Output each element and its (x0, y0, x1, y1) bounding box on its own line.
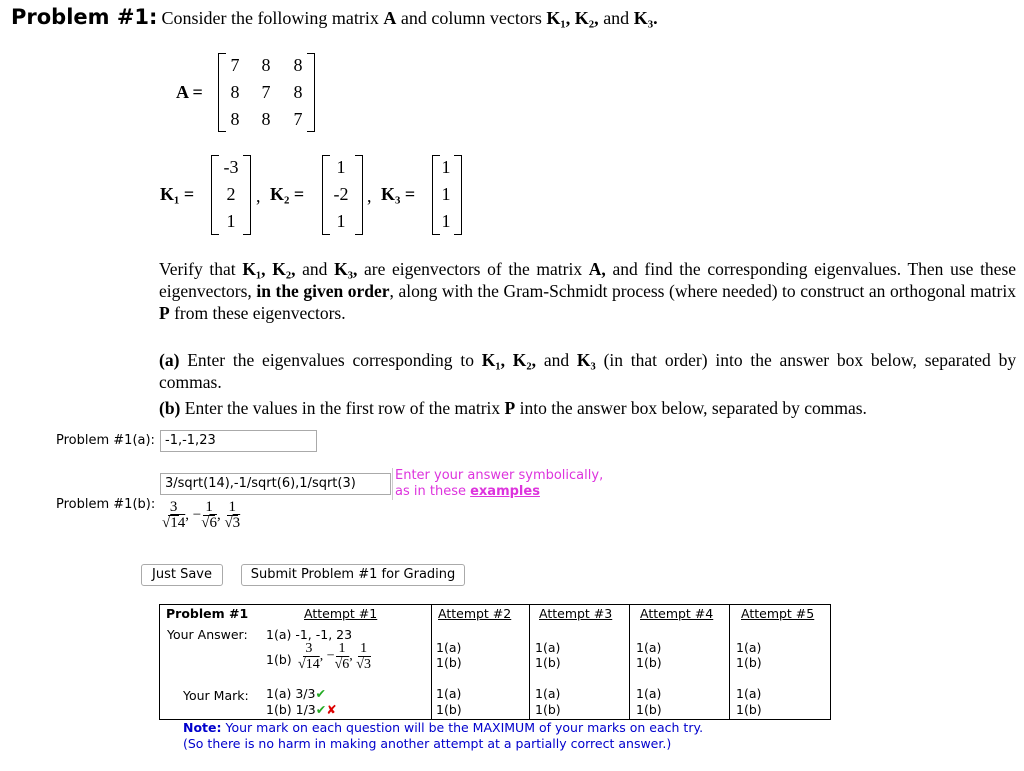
attempt-3-answer: 1(a) 1(b) (535, 640, 561, 670)
matrix-cell: 8 (293, 82, 303, 102)
intro-text: Consider the following matrix (161, 8, 379, 28)
k1-entry: 2 (226, 184, 236, 204)
answer-hint: Enter your answer symbolically, as in these examples (392, 468, 603, 500)
k2-right-bracket (355, 155, 363, 235)
cross-icon: ✘ (326, 702, 337, 717)
comma: , (256, 186, 261, 206)
k2-entry: -2 (333, 184, 349, 204)
check-icon: ✔ (315, 686, 326, 701)
attempt-1-header[interactable]: Attempt #1 (304, 606, 378, 621)
k1-entry: -3 (223, 157, 239, 177)
k2-entry: 1 (336, 157, 346, 177)
attempt-5-answer: 1(a) 1(b) (736, 640, 762, 670)
part-b-instructions: (b) Enter the values in the first row of the matrix P into the answer box below, separated by commas. (159, 398, 867, 418)
k1-label: K₁ = (160, 184, 195, 204)
attempt-4-header[interactable]: Attempt #4 (640, 606, 714, 621)
answer-a-label: Problem #1(a): (56, 433, 155, 448)
intro-a: A (383, 8, 397, 28)
problem-header (11, 5, 658, 29)
attempt-4-mark: 1(a) 1(b) (636, 686, 662, 717)
answer-b-label: Problem #1(b): (56, 497, 156, 512)
problem-title: Problem #1: (11, 5, 158, 29)
k1-entry: 1 (226, 211, 236, 231)
k3-label: K₃ = (381, 184, 416, 204)
intro-k3: K₃. (633, 8, 658, 28)
attempt-2-answer: 1(a) 1(b) (436, 640, 462, 670)
answer-b-preview: $\frac{3}{√14}$ , − $\frac{1}{√6}$ , $\frac{1}{√3}$ (162, 499, 241, 531)
note: Note: Your mark on each question will be the MAXIMUM of your marks on each try. (So there is no harm in making another attempt at a partially correct answer.) (183, 720, 704, 751)
answer-b-input[interactable]: 3/sqrt(14),-1/sqrt(6),1/sqrt(3) (160, 473, 391, 495)
table-header-problem: Problem #1 (166, 606, 249, 621)
attempt-1-answer-b-label: 1(b) (266, 652, 292, 667)
attempt-2-header[interactable]: Attempt #2 (438, 606, 512, 621)
attempt-1-mark: 1(a) 3/3✔ 1(b) 1/3✔✘ (266, 686, 337, 717)
your-answer-label: Your Answer: (167, 627, 248, 642)
matrix-cell: 7 (230, 55, 240, 75)
matrix-cell: 8 (230, 109, 240, 129)
attempt-2-mark: 1(a) 1(b) (436, 686, 462, 717)
attempts-table (159, 604, 831, 720)
matrix-cell: 8 (230, 82, 240, 102)
just-save-button[interactable]: Just Save (141, 564, 223, 586)
matrix-cell: 7 (293, 109, 303, 129)
matrix-cell: 8 (261, 109, 271, 129)
attempt-5-header[interactable]: Attempt #5 (741, 606, 815, 621)
attempt-5-mark: 1(a) 1(b) (736, 686, 762, 717)
k3-entry: 1 (441, 211, 451, 231)
examples-link[interactable]: examples (470, 484, 540, 499)
matrix-cell: 8 (293, 55, 303, 75)
attempt-4-answer: 1(a) 1(b) (636, 640, 662, 670)
k3-entry: 1 (441, 157, 451, 177)
check-icon: ✔ (315, 702, 327, 717)
comma: , (367, 186, 372, 206)
intro-mid: and column vectors (400, 8, 542, 28)
attempt-1-answer-b-preview: $\frac{3}{√14}$ , − $\frac{1}{√6}$ , $\frac{1}{√3}$ (298, 641, 371, 672)
intro-and: and (603, 8, 630, 28)
attempt-1-answer-a: 1(a) -1, -1, 23 (266, 627, 353, 642)
matrix-a-label: A = (176, 82, 203, 102)
k3-entry: 1 (441, 184, 451, 204)
answer-a-input[interactable]: -1,-1,23 (160, 430, 317, 452)
attempt-3-header[interactable]: Attempt #3 (539, 606, 613, 621)
intro-vectors: K₁, K₂, (546, 8, 599, 28)
k2-entry: 1 (336, 211, 346, 231)
your-mark-label: Your Mark: (183, 688, 249, 703)
matrix-cell: 7 (261, 82, 271, 102)
matrix-cell: 8 (261, 55, 271, 75)
attempt-3-mark: 1(a) 1(b) (535, 686, 561, 717)
part-a-instructions: (a) Enter the eigenvalues corresponding to K₁, K₂, and K₃ (in that order) into the answer box below, separated by commas. (159, 350, 1017, 392)
k2-label: K₂ = (270, 184, 305, 204)
submit-button[interactable]: Submit Problem #1 for Grading (241, 564, 465, 586)
verify-paragraph: Verify that K₁, K₂, and K₃, are eigenvectors of the matrix A, and find the corresponding eigenvalues. Then use these eigenvectors, in the given order, along with the Gram-Schmidt process (where needed) to construct an orthogonal matrix P from these eigenvectors. (159, 259, 1017, 323)
